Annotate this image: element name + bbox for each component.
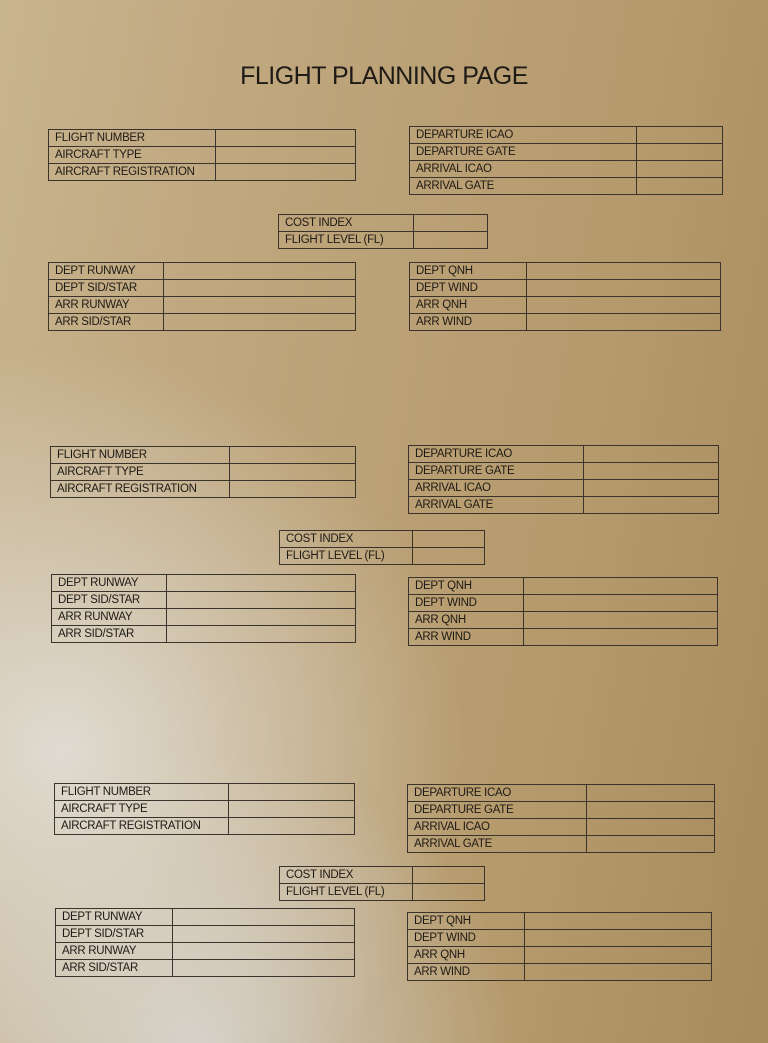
form-row: [280, 884, 485, 901]
field-label: ARR SID/STAR: [56, 960, 173, 977]
form-row: [410, 314, 721, 331]
field-label: DEPT QNH: [408, 913, 525, 930]
field-label: ARRIVAL ICAO: [408, 819, 587, 836]
field-label: DEPARTURE GATE: [408, 802, 587, 819]
form-row: [51, 481, 356, 498]
form-row: [52, 592, 356, 609]
field-label: ARR RUNWAY: [49, 297, 164, 314]
form-row: [49, 263, 356, 280]
field-label: DEPARTURE ICAO: [408, 785, 587, 802]
field-label: DEPT WIND: [410, 280, 527, 297]
field-value-cell[interactable]: [637, 161, 723, 178]
field-value-cell[interactable]: [525, 930, 712, 947]
field-label: DEPARTURE ICAO: [409, 446, 584, 463]
field-label: FLIGHT LEVEL (FL): [280, 548, 413, 565]
field-label: DEPT WIND: [409, 595, 524, 612]
form-row: [55, 784, 355, 801]
field-value-cell[interactable]: [524, 595, 718, 612]
field-label: COST INDEX: [280, 531, 413, 548]
field-value-cell[interactable]: [527, 314, 721, 331]
field-value-cell[interactable]: [584, 480, 719, 497]
form-row: [409, 629, 718, 646]
form-row: [408, 964, 712, 981]
field-label: AIRCRAFT TYPE: [51, 464, 230, 481]
field-label: AIRCRAFT REGISTRATION: [51, 481, 230, 498]
form-row: [408, 819, 715, 836]
form-row: [408, 836, 715, 853]
form-row: [410, 161, 723, 178]
form-row: [279, 215, 488, 232]
field-value-cell[interactable]: [525, 913, 712, 930]
form-row: [52, 626, 356, 643]
field-value-cell[interactable]: [524, 629, 718, 646]
flight-info-table: [54, 783, 355, 835]
runways-table: [48, 262, 356, 331]
field-label: DEPARTURE GATE: [410, 144, 637, 161]
form-row: [280, 531, 485, 548]
field-label: COST INDEX: [280, 867, 413, 884]
form-row: [410, 280, 721, 297]
field-value-cell[interactable]: [527, 280, 721, 297]
airports-table: [408, 445, 719, 514]
field-label: ARRIVAL GATE: [408, 836, 587, 853]
form-row: [408, 913, 712, 930]
form-row: [410, 297, 721, 314]
field-value-cell[interactable]: [230, 447, 356, 464]
field-label: FLIGHT LEVEL (FL): [279, 232, 414, 249]
field-label: FLIGHT LEVEL (FL): [280, 884, 413, 901]
flight-info-table: [48, 129, 356, 181]
form-row: [52, 609, 356, 626]
field-label: AIRCRAFT REGISTRATION: [49, 164, 216, 181]
field-label: DEPT QNH: [409, 578, 524, 595]
form-row: [49, 280, 356, 297]
field-label: ARR WIND: [408, 964, 525, 981]
field-value-cell[interactable]: [167, 609, 356, 626]
field-value-cell[interactable]: [173, 926, 355, 943]
form-row: [49, 147, 356, 164]
field-value-cell[interactable]: [413, 548, 485, 565]
field-value-cell[interactable]: [173, 960, 355, 977]
field-value-cell[interactable]: [524, 578, 718, 595]
form-row: [56, 909, 355, 926]
field-label: ARR RUNWAY: [52, 609, 167, 626]
field-label: AIRCRAFT TYPE: [49, 147, 216, 164]
field-label: AIRCRAFT TYPE: [55, 801, 229, 818]
field-value-cell[interactable]: [167, 592, 356, 609]
field-value-cell[interactable]: [584, 446, 719, 463]
field-label: DEPT SID/STAR: [52, 592, 167, 609]
form-row: [410, 178, 723, 195]
performance-table: [278, 214, 488, 249]
field-value-cell[interactable]: [527, 297, 721, 314]
field-value-cell[interactable]: [587, 836, 715, 853]
form-row: [51, 464, 356, 481]
airports-table: [407, 784, 715, 853]
performance-table: [279, 866, 485, 901]
field-value-cell[interactable]: [637, 144, 723, 161]
field-label: DEPT RUNWAY: [56, 909, 173, 926]
form-row: [408, 947, 712, 964]
field-value-cell[interactable]: [527, 263, 721, 280]
field-label: DEPT WIND: [408, 930, 525, 947]
field-label: FLIGHT NUMBER: [55, 784, 229, 801]
field-value-cell[interactable]: [584, 463, 719, 480]
form-row: [56, 960, 355, 977]
form-row: [55, 818, 355, 835]
field-label: AIRCRAFT REGISTRATION: [55, 818, 229, 835]
field-value-cell[interactable]: [164, 280, 356, 297]
field-value-cell[interactable]: [525, 964, 712, 981]
flight-info-table: [50, 446, 356, 498]
field-label: DEPARTURE GATE: [409, 463, 584, 480]
field-value-cell[interactable]: [229, 784, 355, 801]
form-row: [409, 497, 719, 514]
field-label: DEPARTURE ICAO: [410, 127, 637, 144]
form-row: [409, 446, 719, 463]
runways-table: [51, 574, 356, 643]
field-label: ARRIVAL GATE: [410, 178, 637, 195]
runways-table: [55, 908, 355, 977]
form-row: [279, 232, 488, 249]
form-row: [56, 943, 355, 960]
field-value-cell[interactable]: [637, 178, 723, 195]
field-label: ARR QNH: [410, 297, 527, 314]
form-row: [408, 930, 712, 947]
field-value-cell[interactable]: [230, 464, 356, 481]
field-value-cell[interactable]: [216, 147, 356, 164]
field-value-cell[interactable]: [167, 626, 356, 643]
field-value-cell[interactable]: [164, 297, 356, 314]
field-value-cell[interactable]: [587, 802, 715, 819]
form-row: [280, 867, 485, 884]
field-value-cell[interactable]: [167, 575, 356, 592]
field-value-cell[interactable]: [413, 884, 485, 901]
field-label: ARR RUNWAY: [56, 943, 173, 960]
form-row: [49, 314, 356, 331]
field-value-cell[interactable]: [584, 497, 719, 514]
form-row: [409, 480, 719, 497]
field-value-cell[interactable]: [637, 127, 723, 144]
airports-table: [409, 126, 723, 195]
field-label: ARR QNH: [409, 612, 524, 629]
form-row: [55, 801, 355, 818]
field-label: ARRIVAL GATE: [409, 497, 584, 514]
field-label: ARRIVAL ICAO: [409, 480, 584, 497]
field-label: DEPT SID/STAR: [49, 280, 164, 297]
field-label: ARR WIND: [409, 629, 524, 646]
field-label: ARR SID/STAR: [52, 626, 167, 643]
form-row: [280, 548, 485, 565]
field-value-cell[interactable]: [229, 818, 355, 835]
field-label: DEPT RUNWAY: [49, 263, 164, 280]
field-value-cell[interactable]: [173, 909, 355, 926]
form-row: [409, 595, 718, 612]
field-value-cell[interactable]: [229, 801, 355, 818]
form-row: [51, 447, 356, 464]
field-value-cell[interactable]: [413, 531, 485, 548]
form-row: [408, 802, 715, 819]
form-row: [409, 578, 718, 595]
field-value-cell[interactable]: [414, 232, 488, 249]
field-label: DEPT RUNWAY: [52, 575, 167, 592]
weather-table: [407, 912, 712, 981]
field-label: ARR QNH: [408, 947, 525, 964]
form-row: [56, 926, 355, 943]
form-row: [410, 144, 723, 161]
field-label: DEPT QNH: [410, 263, 527, 280]
form-row: [410, 263, 721, 280]
page-title: FLIGHT PLANNING PAGE: [240, 62, 528, 90]
form-row: [410, 127, 723, 144]
field-label: ARR SID/STAR: [49, 314, 164, 331]
field-label: FLIGHT NUMBER: [49, 130, 216, 147]
field-label: DEPT SID/STAR: [56, 926, 173, 943]
field-label: ARRIVAL ICAO: [410, 161, 637, 178]
form-row: [49, 164, 356, 181]
field-value-cell[interactable]: [230, 481, 356, 498]
weather-table: [409, 262, 721, 331]
field-value-cell[interactable]: [164, 314, 356, 331]
form-row: [409, 612, 718, 629]
field-value-cell[interactable]: [173, 943, 355, 960]
performance-table: [279, 530, 485, 565]
form-row: [52, 575, 356, 592]
field-value-cell[interactable]: [164, 263, 356, 280]
field-value-cell[interactable]: [216, 164, 356, 181]
field-value-cell[interactable]: [524, 612, 718, 629]
weather-table: [408, 577, 718, 646]
form-row: [409, 463, 719, 480]
field-value-cell[interactable]: [525, 947, 712, 964]
field-label: FLIGHT NUMBER: [51, 447, 230, 464]
field-value-cell[interactable]: [414, 215, 488, 232]
field-label: COST INDEX: [279, 215, 414, 232]
form-row: [49, 297, 356, 314]
field-value-cell[interactable]: [413, 867, 485, 884]
form-row: [408, 785, 715, 802]
field-value-cell[interactable]: [587, 819, 715, 836]
form-row: [49, 130, 356, 147]
field-label: ARR WIND: [410, 314, 527, 331]
field-value-cell[interactable]: [216, 130, 356, 147]
field-value-cell[interactable]: [587, 785, 715, 802]
